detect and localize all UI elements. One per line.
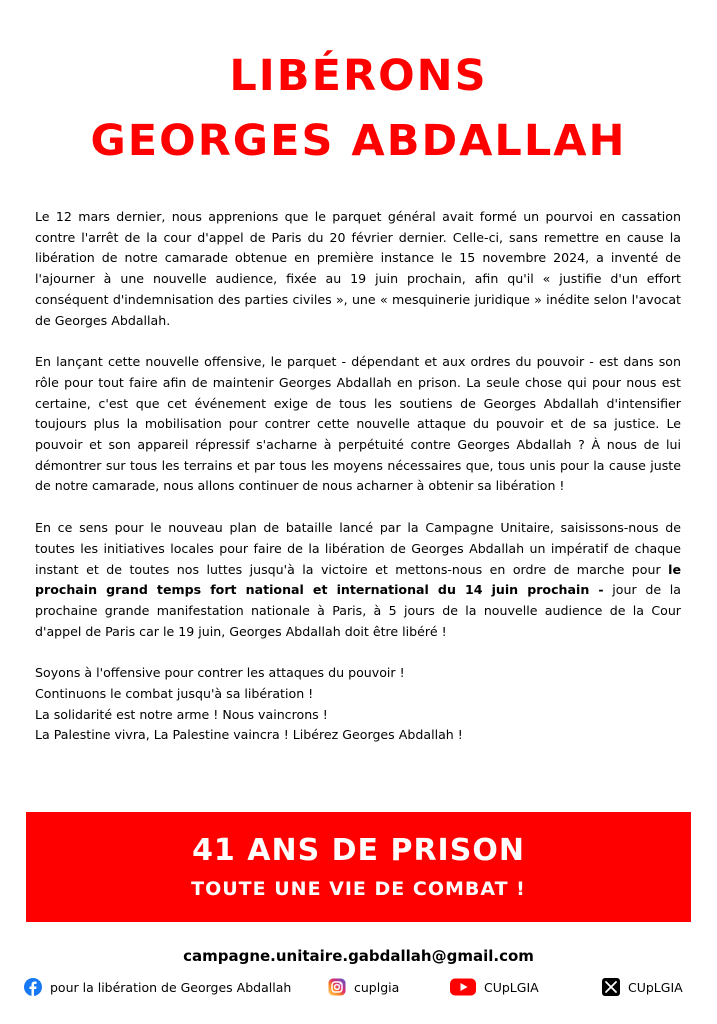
instagram-link[interactable] xyxy=(328,976,399,998)
contact-email-link[interactable]: campagne.unitaire.gabdallah@gmail.com xyxy=(183,947,534,965)
slogan-2: Continuons le combat jusqu'à sa libération ! xyxy=(35,686,314,702)
x-label: CUpLGIA xyxy=(628,979,683,995)
page-title-line1: LIBÉRONS xyxy=(229,51,488,101)
youtube-label: CUpLGIA xyxy=(484,979,539,995)
facebook-icon xyxy=(24,978,42,996)
banner-subheadline: TOUTE UNE VIE DE COMBAT ! xyxy=(191,878,526,900)
paragraph-3-highlight: le prochain grand temps fort national et international du 14 juin prochain - xyxy=(35,561,681,598)
youtube-link[interactable] xyxy=(450,976,539,998)
page-title-line2: GEORGES ABDALLAH xyxy=(90,116,627,166)
red-banner xyxy=(26,812,691,922)
slogan-4: La Palestine vivra, La Palestine vaincra ! Libérez Georges Abdallah ! xyxy=(35,727,463,743)
x-icon xyxy=(602,978,620,996)
facebook-link[interactable] xyxy=(24,976,291,998)
x-link[interactable] xyxy=(602,976,683,998)
paragraph-1: Le 12 mars dernier, nous apprenions que le parquet général avait formé un pourvoi en cassation contre l'arrêt de la cour d'appel de Paris du 20 février dernier. Celle-ci, sans remettre en cause la libération de notre camarade obtenue en première instance le 15 novembre 2024, a inventé de l'ajourner à une nouvelle audience, fixée au 19 juin prochain, afin qu'il « justifie d'un effort conséquent d'indemnisation des parties civiles », une « mesquinerie juridique » inédite selon l'avocat de Georges Abdallah. xyxy=(35,209,681,328)
instagram-label: cuplgia xyxy=(354,979,400,995)
closing-slogans xyxy=(35,663,681,746)
paragraph-3-start: En ce sens pour le nouveau plan de bataille lancé par la Campagne Unitaire, saisissons-nous de toutes les initiatives locales pour faire de la libération de Georges Abdallah un impératif de chaque instant et de toutes nos luttes jusqu'à la victoire et mettons-nous en ordre de marche pour xyxy=(35,520,681,577)
paragraph-3-end: jour de la prochaine grande manifestation nationale à Paris, à 5 jours de la nouvelle audience de la Cour d'appel de Paris car le 19 juin, Georges Abdallah doit être libéré ! xyxy=(35,582,681,639)
paragraph-3 xyxy=(35,518,681,642)
article-body xyxy=(35,207,681,746)
paragraph-2: En lançant cette nouvelle offensive, le parquet - dépendant et aux ordres du pouvoir - est dans son rôle pour tout faire afin de maintenir Georges Abdallah en prison. La seule chose qui pour nous est certaine, c'est que cet événement exige de tous les soutiens de Georges Abdallah d'intensifier toujours plus la mobilisation pour contrer cette nouvelle attaque du pouvoir et de sa justice. Le pouvoir et son appareil répressif s'acharne à perpétuité contre Georges Abdallah ? À nous de lui démontrer sur tous les terrains et par tous les moyens nécessaires que, tous unis pour la cause juste de notre camarade, nous allons continuer de nous acharner à obtenir sa libération ! xyxy=(35,354,681,494)
youtube-icon xyxy=(450,978,476,996)
slogan-3: La solidarité est notre arme ! Nous vaincrons ! xyxy=(35,706,328,722)
banner-headline: 41 ANS DE PRISON xyxy=(192,833,525,868)
slogan-1: Soyons à l'offensive pour contrer les attaques du pouvoir ! xyxy=(35,665,405,681)
facebook-label: pour la libération de Georges Abdallah xyxy=(50,979,292,995)
instagram-icon xyxy=(328,978,346,996)
